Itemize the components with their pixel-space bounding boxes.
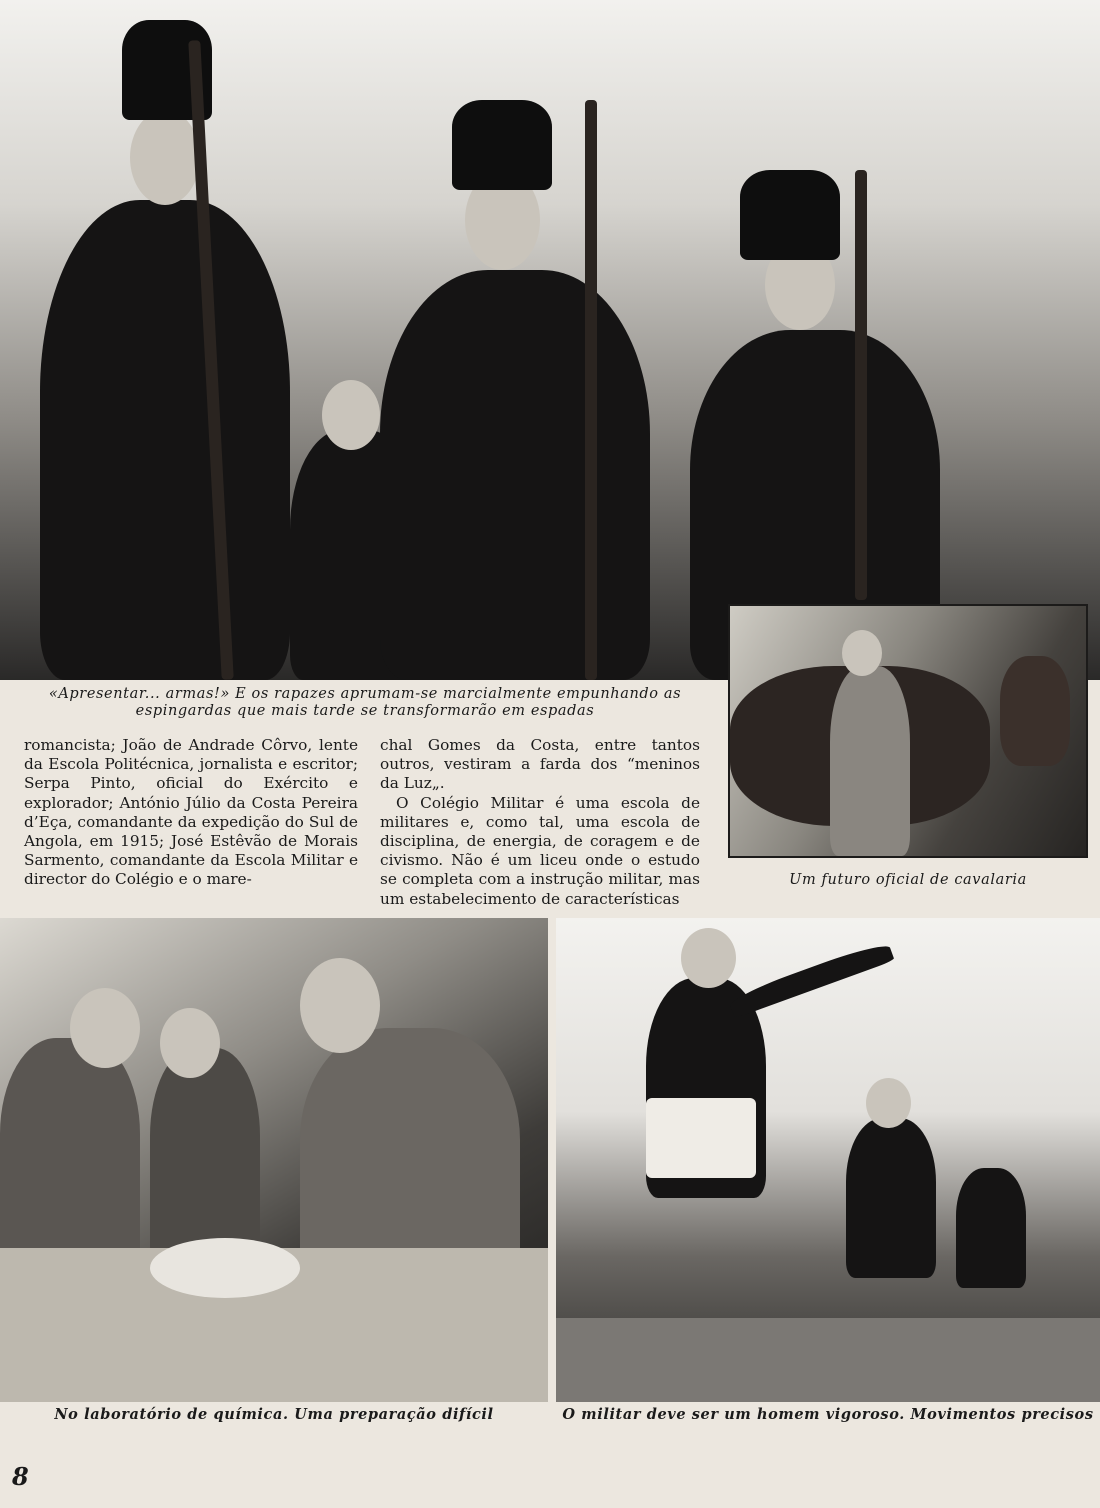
article-column-2 bbox=[380, 736, 700, 909]
athlete-arm bbox=[727, 940, 894, 1019]
photo-chemistry-lab bbox=[0, 918, 548, 1402]
athlete-head bbox=[866, 1078, 911, 1128]
page-number: 8 bbox=[12, 1462, 29, 1491]
athlete-figure bbox=[956, 1168, 1026, 1288]
cadet-head bbox=[322, 380, 380, 450]
caption-cavalry: Um futuro oficial de cavalaria bbox=[789, 872, 1027, 888]
caption-line: «Apresentar... armas!» E os rapazes aprumam-se marcialmente empunhando as bbox=[48, 686, 682, 702]
rifle bbox=[585, 100, 597, 680]
athlete-figure bbox=[846, 1118, 936, 1278]
article-paragraph: chal Gomes da Costa, entre tantos outros, vestiram a farda dos “meninos da Luz„. bbox=[380, 736, 700, 793]
caption-gymnastics: O militar deve ser um homem vigoroso. Movimentos precisos bbox=[562, 1406, 1094, 1423]
cadet-figure bbox=[830, 666, 910, 856]
rifle bbox=[855, 170, 867, 600]
photo-cavalry-cadet bbox=[728, 604, 1088, 858]
cadet-figure bbox=[380, 270, 650, 680]
caption-line: espingardas que mais tarde se transformarão em espadas bbox=[135, 703, 595, 719]
athlete-shorts bbox=[646, 1098, 756, 1178]
cadet-shako bbox=[740, 170, 840, 260]
cadet-head bbox=[842, 630, 882, 676]
student-head bbox=[300, 958, 380, 1053]
student-head bbox=[70, 988, 140, 1068]
cadet-head bbox=[130, 110, 200, 205]
cadet-figure bbox=[40, 200, 290, 680]
article-column-1 bbox=[24, 736, 358, 890]
student-head bbox=[160, 1008, 220, 1078]
caption-presenting-arms bbox=[20, 686, 710, 720]
article-paragraph: O Colégio Militar é uma escola de militares e, como tal, uma escola de disciplina, de energia, de coragem e de civismo. Não é um liceu onde o estudo se completa com a instrução militar, mas um estabelecimento de características bbox=[380, 793, 700, 908]
photo-gymnastics bbox=[556, 918, 1100, 1402]
article-paragraph: romancista; João de Andrade Côrvo, lente da Escola Politécnica, jornalista e escritor; Serpa Pinto, oficial do Exército e explorador; António Júlio da Costa Pereira d’Eça, comandante da expedição do Sul de Angola, em 1915; José Estêvão de Morais Sarmento, comandante da Escola Militar e director do Colégio e o mare- bbox=[24, 736, 358, 889]
horse-head bbox=[1000, 656, 1070, 766]
athlete-head bbox=[681, 928, 736, 988]
ground bbox=[556, 1318, 1100, 1402]
student-figure bbox=[0, 1038, 140, 1278]
student-figure bbox=[150, 1048, 260, 1268]
cadet-shako bbox=[452, 100, 552, 190]
caption-chemistry-lab: No laboratório de química. Uma preparação difícil bbox=[54, 1406, 494, 1423]
basin bbox=[150, 1238, 300, 1298]
photo-cadets-presenting-arms bbox=[0, 0, 1100, 680]
